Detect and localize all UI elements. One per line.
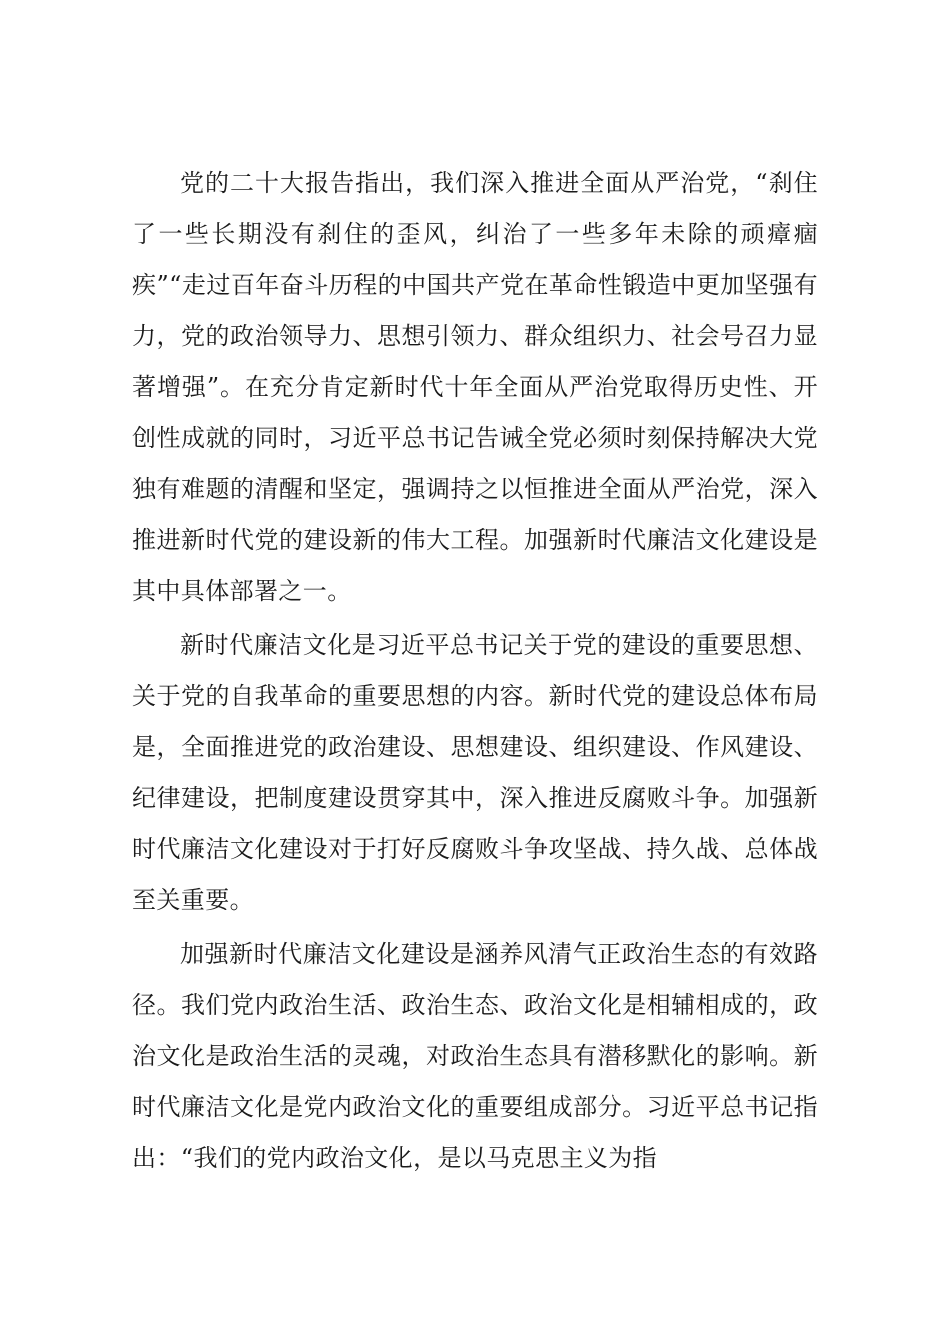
paragraph-3: 加强新时代廉洁文化建设是涵养风清气正政治生态的有效路径。我们党内政治生活、政治生态、政治文化是相辅相成的，政治文化是政治生活的灵魂，对政治生态具有潜移默化的影响。新时代廉洁文化是党内政治文化的重要组成部分。习近平总书记指出：“我们的党内政治文化，是以马克思主义为指	[132, 940, 818, 1172]
paragraph-1: 党的二十大报告指出，我们深入推进全面从严治党，“刹住了一些长期没有刹住的歪风，纠治了一些多年未除的顽瘴痼疾”“走过百年奋斗历程的中国共产党在革命性锻造中更加坚强有力，党的政治领导力、思想引领力、群众组织力、社会号召力显著增强”。在充分肯定新时代十年全面从严治党取得历史性、开创性成就的同时，习近平总书记告诫全党必须时刻保持解决大党独有难题的清醒和坚定，强调持之以恒推进全面从严治党，深入推进新时代党的建设新的伟大工程。加强新时代廉洁文化建设是其中具体部署之一。	[132, 169, 818, 605]
document-body	[132, 158, 818, 1184]
paragraph-2: 新时代廉洁文化是习近平总书记关于党的建设的重要思想、关于党的自我革命的重要思想的内容。新时代党的建设总体布局是，全面推进党的政治建设、思想建设、组织建设、作风建设、纪律建设，把制度建设贯穿其中，深入推进反腐败斗争。加强新时代廉洁文化建设对于打好反腐败斗争攻坚战、持久战、总体战至关重要。	[132, 631, 818, 914]
